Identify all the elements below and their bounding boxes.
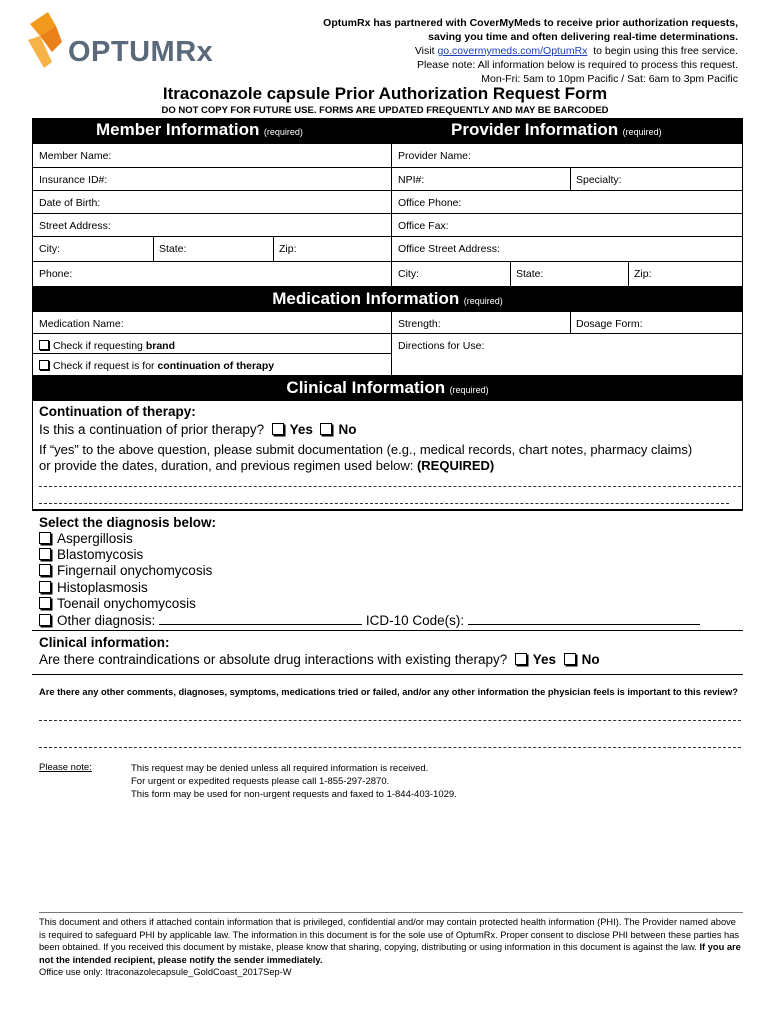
diagnosis-option-1 [39,531,133,546]
other-diagnosis-label: Other diagnosis: [57,613,156,628]
brand-check-row [33,334,391,354]
diagnosis-heading: Select the diagnosis below: [39,515,217,530]
member-heading: Member Information [96,120,260,139]
member-phone-label: Phone: [39,268,73,280]
brand-check-text: Check if requesting [53,340,143,352]
diagnosis-option-2 [39,547,143,562]
diagnosis-option-5 [39,596,196,611]
medication-heading: Medication Information [272,289,460,308]
diagnosis-checkbox[interactable] [39,581,51,593]
header-line-1: OptumRx has partnered with CoverMyMeds to receive prior authorization requests, [323,17,738,29]
diagnosis-label: Aspergillosis [57,531,133,546]
icd-label: ICD-10 Code(s): [365,613,465,628]
diagnosis-checkbox[interactable] [39,564,51,576]
dosage-form-field[interactable] [570,312,743,334]
directions-field[interactable] [392,334,743,375]
member-name-field[interactable] [33,144,391,168]
note-body [131,762,457,801]
contraindication-yes-label: Yes [532,652,557,667]
provider-state-label: State: [516,268,544,280]
strength-label: Strength: [398,318,441,330]
divider [510,262,511,286]
clinical-bar [32,375,743,401]
divider [273,237,274,262]
continuation-instruction-1: If “yes” to the above question, please submit documentation (e.g., medical records, chart notes, pharmacy claims) [39,442,693,457]
continuation-check-row [33,354,391,375]
icd-input[interactable] [468,612,700,625]
instruction-2-text: or provide the dates, duration, and previous regimen used below: [39,458,414,473]
header-line-5: Mon-Fri: 5am to 10pm Pacific / Sat: 6am to 3pm Pacific [481,73,738,85]
visit-label: Visit [414,45,435,57]
section-divider [32,630,743,631]
diagnosis-label: Toenail onychomycosis [57,596,196,611]
member-name-label: Member Name: [39,150,112,162]
divider [153,237,154,262]
member-provider-bar [32,118,743,144]
npi-field[interactable] [392,168,570,191]
form-title: Itraconazole capsule Prior Authorization Request Form [162,84,608,103]
header-line-4: Please note: All information below is required to process this request. [416,59,738,71]
insurance-id-field[interactable] [33,168,391,191]
office-street-field[interactable] [392,237,743,262]
continuation-instruction-2 [39,458,494,473]
office-street-label: Office Street Address: [398,243,500,255]
provider-zip-field[interactable] [628,262,743,286]
continuation-checkbox[interactable] [39,360,49,370]
member-state-field[interactable] [153,237,273,262]
other-diagnosis-row [39,612,700,628]
other-diagnosis-checkbox[interactable] [39,614,51,626]
member-city-field[interactable] [33,237,153,262]
office-phone-label: Office Phone: [398,197,462,209]
diagnosis-option-4 [39,580,148,595]
continuation-heading: Continuation of therapy: [39,404,196,419]
dob-field[interactable] [33,191,391,214]
contraindication-no-checkbox[interactable] [564,653,576,665]
clinical-heading: Clinical Information [286,378,446,397]
npi-label: NPI#: [398,174,425,186]
note-line-3: This form may be used for non-urgent requests and faxed to 1-844-403-1029. [131,789,457,800]
covermymeds-link[interactable]: go.covermymeds.com/OptumRx [437,45,588,57]
confidentiality-notice [39,916,744,966]
member-street-label: Street Address: [39,220,111,232]
provider-zip-label: Zip: [634,268,652,280]
member-state-label: State: [159,243,187,255]
note-line-2: For urgent or expedited requests please call 1-855-297-2870. [131,776,390,787]
contraindication-question: Are there contraindications or absolute drug interactions with existing therapy? [39,652,508,667]
comments-line-1[interactable] [39,720,741,721]
visit-suffix: to begin using this free service. [593,45,738,57]
continuation-no-label: No [338,422,357,437]
office-fax-field[interactable] [392,214,743,237]
dosage-form-label: Dosage Form: [576,318,643,330]
diagnosis-checkbox[interactable] [39,532,51,544]
contraindication-no-label: No [581,652,600,667]
brand-checkbox[interactable] [39,340,49,350]
contraindication-row [39,652,600,667]
dob-label: Date of Birth: [39,197,101,209]
instruction-2-required: (REQUIRED) [416,458,495,473]
diagnosis-checkbox[interactable] [39,548,51,560]
divider [570,168,571,191]
note-label: Please note: [39,762,92,773]
office-phone-field[interactable] [392,191,743,214]
provider-state-field[interactable] [510,262,628,286]
office-fax-label: Office Fax: [398,220,449,232]
note-line-1: This request may be denied unless all required information is received. [131,763,429,774]
continuation-yes-checkbox[interactable] [272,423,284,435]
logo-text: OPTUMRx [68,36,214,68]
clinical-required: (required) [449,385,489,395]
clinical-info-heading: Clinical information: [39,635,170,650]
member-street-field[interactable] [33,214,391,237]
specialty-field[interactable] [570,168,743,191]
continuation-question: Is this a continuation of prior therapy? [39,422,265,437]
specialty-label: Specialty: [576,174,622,186]
medication-bar [32,286,743,312]
diagnosis-label: Blastomycosis [57,547,144,562]
comments-question: Are there any other comments, diagnoses, symptoms, medications tried or failed, and/or any other information the physician feels is important to this review? [39,687,738,697]
form-subtitle: DO NOT COPY FOR FUTURE USE. FORMS ARE UPDATED FREQUENTLY AND MAY BE BARCODED [161,105,609,116]
member-required: (required) [263,127,303,137]
provider-name-field[interactable] [392,144,743,168]
divider [628,262,629,286]
provider-required: (required) [622,127,662,137]
continuation-yes-label: Yes [289,422,313,437]
brand-bold: brand [145,340,175,352]
medication-name-field[interactable] [33,312,391,334]
directions-label: Directions for Use: [398,340,485,352]
office-use: Office use only: Itraconazolecapsule_GoldCoast_2017Sep-W [39,967,292,977]
confidentiality-bold: If you are not the intended recipient, please notify the sender immediately. [39,942,741,965]
diagnosis-label: Histoplasmosis [57,580,148,595]
header-line-2: saving you time and often delivering real-time determinations. [428,31,738,43]
continuation-bold: continuation of therapy [157,360,275,372]
continuation-check-text: Check if request is for [53,360,155,372]
diagnosis-checkbox[interactable] [39,597,51,609]
contraindication-yes-checkbox[interactable] [515,653,527,665]
other-diagnosis-input[interactable] [159,612,362,625]
section-divider [32,674,743,675]
divider [570,312,571,334]
confidentiality-text: This document and others if attached contain information that is privileged, confidential and/or may contain protected health information (PHI). The Provider named above is required to safeguard PHI by applicable law. The information in this document is for the sole use of OptumRx. Proper consent to disclose PHI between these parties has been obtained. If you received this document by mistake, please know that sharing, copying, distributing or using information in this document is against the law. [39,917,740,952]
member-phone-field[interactable] [33,262,391,286]
member-city-label: City: [39,243,60,255]
continuation-no-checkbox[interactable] [320,423,332,435]
provider-city-field[interactable] [392,262,510,286]
header-line-3 [415,44,738,58]
diagnosis-label: Fingernail onychomycosis [57,563,213,578]
continuation-question-row [39,422,356,437]
provider-city-label: City: [398,268,419,280]
medication-name-label: Medication Name: [39,318,124,330]
column-divider [391,312,392,375]
medication-required: (required) [463,296,503,306]
footer-divider [39,912,743,913]
section-divider [32,510,743,511]
member-zip-label: Zip: [279,243,297,255]
diagnosis-option-3 [39,563,212,578]
insurance-id-label: Insurance ID#: [39,174,108,186]
regimen-line-1[interactable] [39,486,741,487]
comments-line-2[interactable] [39,747,741,748]
provider-name-label: Provider Name: [398,150,471,162]
regimen-line-2[interactable] [39,503,729,504]
optumrx-logo [26,12,226,72]
member-zip-field[interactable] [273,237,391,262]
provider-heading: Provider Information [451,120,619,139]
strength-field[interactable] [392,312,570,334]
